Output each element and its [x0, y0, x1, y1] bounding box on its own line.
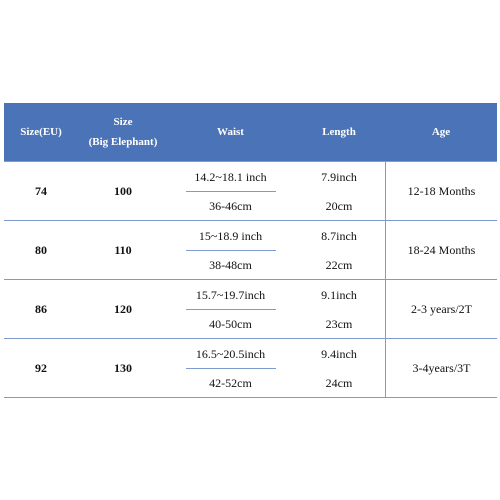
length-inch: 9.1inch — [321, 287, 357, 302]
cell-waist — [168, 280, 293, 339]
cell-age: 2-3 years/2T — [385, 280, 497, 339]
header-size-label: Size — [113, 116, 133, 128]
cell-length — [293, 221, 385, 280]
cell-length — [293, 161, 385, 221]
cell-size: 100 — [78, 161, 168, 221]
length-cm: 23cm — [325, 316, 353, 331]
cell-size-eu: 74 — [4, 161, 78, 221]
table-row — [4, 161, 497, 221]
cell-age: 18-24 Months — [385, 221, 497, 280]
length-inch: 9.4inch — [321, 346, 357, 361]
length-cm: 22cm — [325, 257, 353, 272]
waist-inch: 15~18.9 inch — [198, 228, 263, 243]
header-size-sublabel: (Big Elephant) — [88, 136, 158, 148]
length-cm: 24cm — [325, 375, 353, 390]
waist-cm: 38-48cm — [209, 257, 252, 272]
length-cm: 20cm — [325, 198, 353, 213]
length-inch: 8.7inch — [321, 228, 357, 243]
waist-cm: 40-50cm — [209, 316, 252, 331]
header-age: Age — [385, 103, 497, 161]
table-row — [4, 221, 497, 280]
cell-waist — [168, 161, 293, 221]
size-chart-table — [4, 103, 497, 398]
waist-inch: 16.5~20.5inch — [195, 346, 266, 361]
table-row — [4, 339, 497, 398]
waist-inch: 15.7~19.7inch — [195, 287, 266, 302]
cell-size-eu: 80 — [4, 221, 78, 280]
header-row — [4, 103, 497, 161]
header-waist: Waist — [168, 103, 293, 161]
waist-inch: 14.2~18.1 inch — [194, 169, 267, 184]
cell-waist — [168, 221, 293, 280]
cell-length — [293, 339, 385, 398]
table-row — [4, 280, 497, 339]
cell-age: 3-4years/3T — [385, 339, 497, 398]
header-length: Length — [293, 103, 385, 161]
header-size-eu: Size(EU) — [4, 103, 78, 161]
cell-size-eu: 92 — [4, 339, 78, 398]
length-inch: 7.9inch — [321, 169, 357, 184]
cell-waist — [168, 339, 293, 398]
cell-length — [293, 280, 385, 339]
cell-size-eu: 86 — [4, 280, 78, 339]
waist-cm: 36-46cm — [209, 198, 252, 213]
cell-size: 130 — [78, 339, 168, 398]
header-size-big-elephant — [78, 103, 168, 161]
cell-size: 110 — [78, 221, 168, 280]
cell-size: 120 — [78, 280, 168, 339]
cell-age: 12-18 Months — [385, 161, 497, 221]
waist-cm: 42-52cm — [209, 375, 252, 390]
